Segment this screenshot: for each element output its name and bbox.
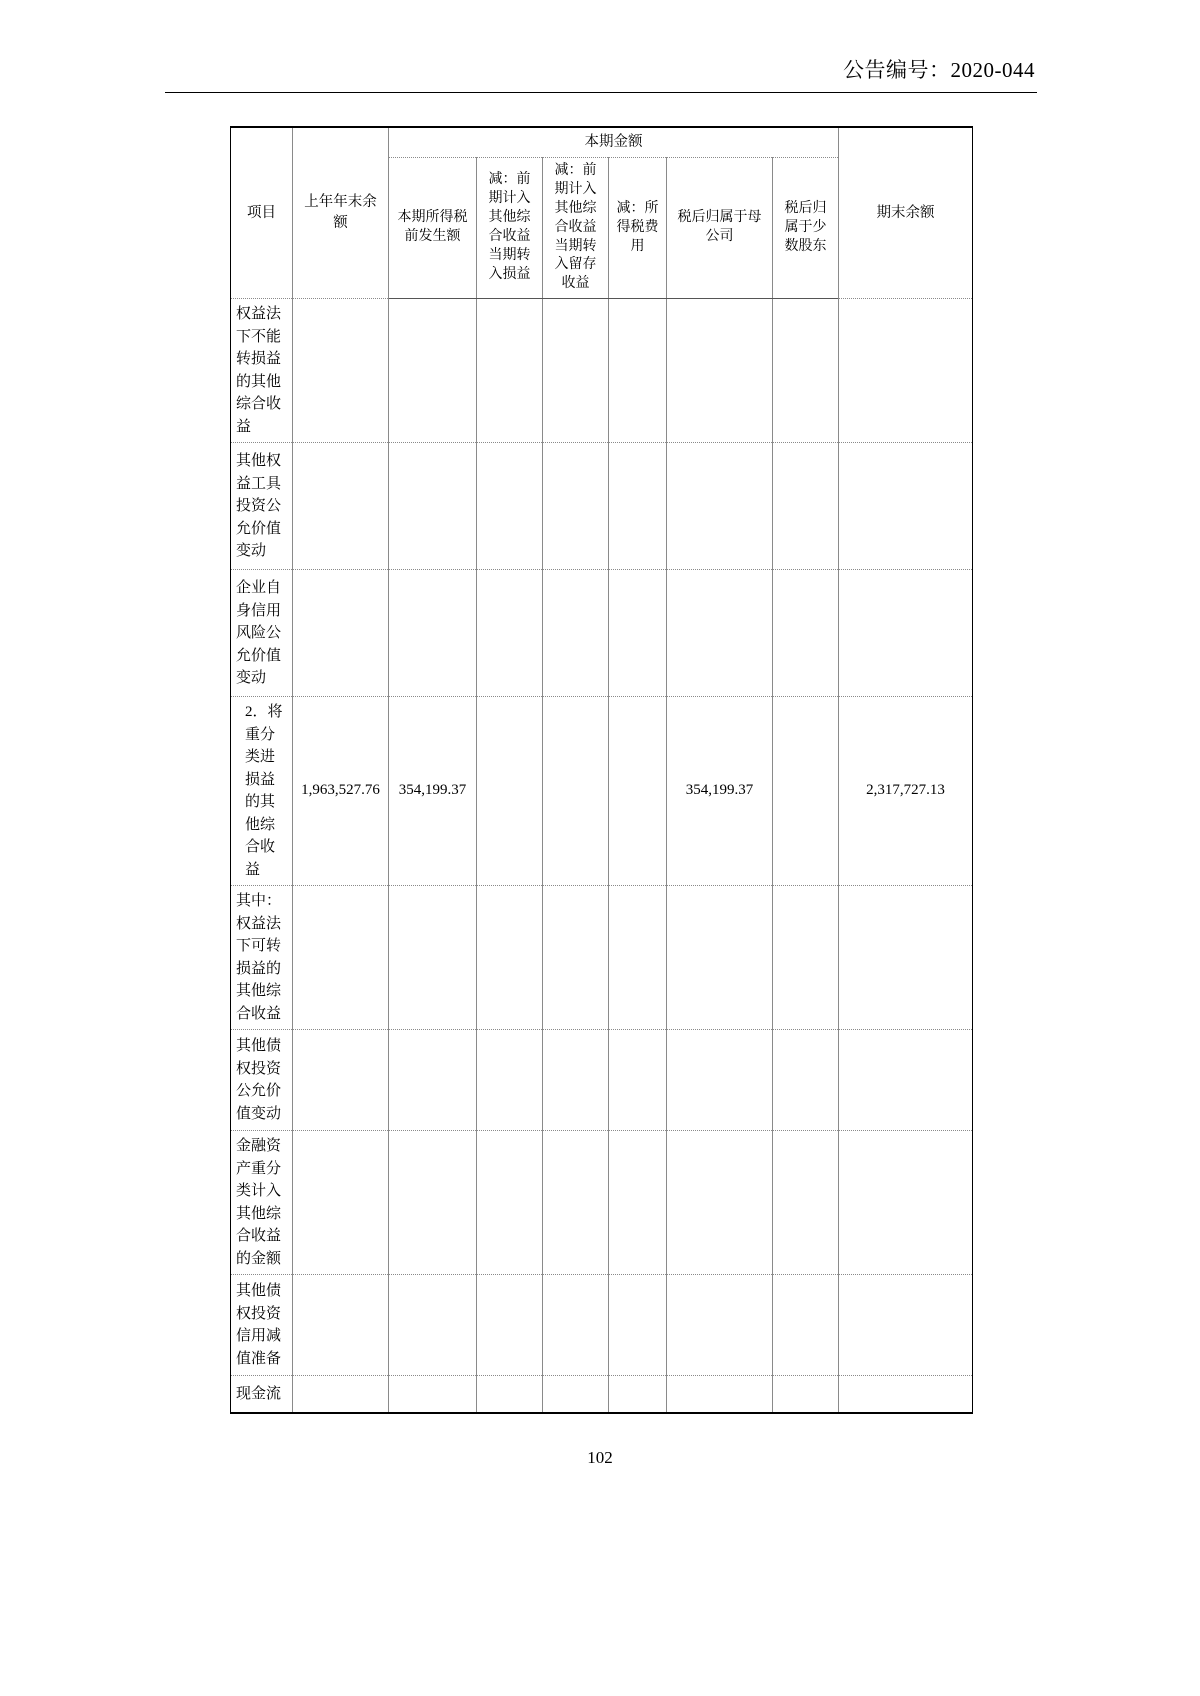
- cell-less-prior-to-retained: [543, 1275, 609, 1376]
- cell-pretax-current: [389, 299, 477, 443]
- table-row: [231, 1131, 973, 1275]
- cell-less-income-tax: [609, 886, 667, 1030]
- column-header-item-label: 项目: [247, 204, 276, 221]
- cell-period-end: [839, 443, 973, 570]
- cell-less-prior-to-pl: [477, 299, 543, 443]
- cell-prev-year-end: [293, 443, 389, 570]
- row-item-label: 金融资产重分类计入其他综合收益的金额: [231, 1131, 293, 1275]
- cell-less-income-tax: [609, 1275, 667, 1376]
- cell-less-prior-to-retained: [543, 299, 609, 443]
- other-comprehensive-income-table: [230, 126, 973, 1414]
- cell-less-income-tax: [609, 1030, 667, 1131]
- cell-less-income-tax: [609, 570, 667, 697]
- cell-after-tax-parent: [667, 1376, 773, 1414]
- cell-period-end: [839, 1376, 973, 1414]
- header-divider: [165, 92, 1037, 93]
- cell-less-prior-to-pl: [477, 886, 543, 1030]
- cell-period-end: [839, 299, 973, 443]
- table-row: [231, 1030, 973, 1131]
- cell-after-tax-parent: [667, 443, 773, 570]
- cell-less-income-tax: [609, 443, 667, 570]
- cell-prev-year-end: [293, 1376, 389, 1414]
- cell-less-prior-to-pl: [477, 1376, 543, 1414]
- cell-less-income-tax: [609, 299, 667, 443]
- column-header-less-income-tax: 减：所得税费用: [609, 158, 667, 299]
- cell-less-prior-to-retained: [543, 443, 609, 570]
- cell-after-tax-minority: [773, 886, 839, 1030]
- cell-less-prior-to-retained: [543, 697, 609, 886]
- cell-less-prior-to-retained: [543, 1131, 609, 1275]
- cell-pretax-current: 354,199.37: [389, 697, 477, 886]
- cell-prev-year-end: [293, 886, 389, 1030]
- cell-pretax-current: [389, 886, 477, 1030]
- column-header-less-prior-to-retained: 减：前期计入其他综合收益当期转入留存收益: [543, 158, 609, 299]
- table-header-row-group: [231, 127, 973, 158]
- cell-after-tax-parent: [667, 1131, 773, 1275]
- cell-after-tax-minority: [773, 443, 839, 570]
- column-header-period-end-label: 期末余额: [876, 204, 935, 221]
- cell-after-tax-minority: [773, 570, 839, 697]
- row-item-label: 权益法下不能转损益的其他综合收益: [231, 299, 293, 443]
- column-header-prev-year-end: [293, 127, 389, 299]
- cell-less-income-tax: [609, 1131, 667, 1275]
- cell-pretax-current: [389, 1131, 477, 1275]
- cell-less-prior-to-pl: [477, 570, 543, 697]
- cell-period-end: [839, 1131, 973, 1275]
- cell-after-tax-minority: [773, 1030, 839, 1131]
- cell-less-prior-to-pl: [477, 1030, 543, 1131]
- table-row: [231, 1275, 973, 1376]
- cell-pretax-current: [389, 443, 477, 570]
- cell-period-end: [839, 1030, 973, 1131]
- cell-pretax-current: [389, 1030, 477, 1131]
- cell-period-end: 2,317,727.13: [839, 697, 973, 886]
- cell-less-income-tax: [609, 1376, 667, 1414]
- cell-after-tax-minority: [773, 1376, 839, 1414]
- cell-less-income-tax: [609, 697, 667, 886]
- cell-period-end: [839, 886, 973, 1030]
- table-row: [231, 886, 973, 1030]
- cell-less-prior-to-retained: [543, 570, 609, 697]
- cell-less-prior-to-retained: [543, 886, 609, 1030]
- row-item-label: 2．将重分类进损益的其他综合收益: [231, 697, 293, 886]
- row-item-label: 其他权益工具投资公允价值变动: [231, 443, 293, 570]
- column-header-after-tax-minority: 税后归属于少数股东: [773, 158, 839, 299]
- table-row: [231, 570, 973, 697]
- row-item-label: 其他债权投资信用减值准备: [231, 1275, 293, 1376]
- column-header-after-tax-parent: 税后归属于母公司: [667, 158, 773, 299]
- cell-after-tax-minority: [773, 1131, 839, 1275]
- cell-pretax-current: [389, 1376, 477, 1414]
- cell-less-prior-to-pl: [477, 1131, 543, 1275]
- table-row: [231, 443, 973, 570]
- cell-after-tax-parent: 354,199.37: [667, 697, 773, 886]
- cell-prev-year-end: [293, 299, 389, 443]
- cell-after-tax-parent: [667, 886, 773, 1030]
- column-header-prev-year-end-label: 上年年末余额: [304, 194, 377, 232]
- table-row: [231, 697, 973, 886]
- column-header-less-prior-to-pl: 减：前期计入其他综合收益当期转入损益: [477, 158, 543, 299]
- cell-prev-year-end: [293, 1030, 389, 1131]
- cell-prev-year-end: 1,963,527.76: [293, 697, 389, 886]
- table-row: [231, 299, 973, 443]
- row-item-label: 其中：权益法下可转损益的其他综合收益: [231, 886, 293, 1030]
- column-header-pretax-current: 本期所得税前发生额: [389, 158, 477, 299]
- cell-after-tax-parent: [667, 570, 773, 697]
- cell-after-tax-parent: [667, 1275, 773, 1376]
- row-item-label: 现金流: [231, 1376, 293, 1414]
- cell-prev-year-end: [293, 570, 389, 697]
- row-item-label: 企业自身信用风险公允价值变动: [231, 570, 293, 697]
- cell-less-prior-to-retained: [543, 1030, 609, 1131]
- row-item-label: 其他债权投资公允价值变动: [231, 1030, 293, 1131]
- cell-after-tax-minority: [773, 1275, 839, 1376]
- cell-pretax-current: [389, 570, 477, 697]
- column-header-item: [231, 127, 293, 299]
- cell-pretax-current: [389, 1275, 477, 1376]
- cell-period-end: [839, 1275, 973, 1376]
- cell-less-prior-to-retained: [543, 1376, 609, 1414]
- cell-after-tax-parent: [667, 299, 773, 443]
- cell-prev-year-end: [293, 1131, 389, 1275]
- cell-period-end: [839, 570, 973, 697]
- financial-table-container: [230, 126, 972, 1414]
- cell-after-tax-minority: [773, 697, 839, 886]
- cell-less-prior-to-pl: [477, 697, 543, 886]
- table-row: [231, 1376, 973, 1414]
- column-header-group-current-period: 本期金额: [389, 127, 839, 158]
- cell-after-tax-parent: [667, 1030, 773, 1131]
- page-number: 102: [587, 1448, 613, 1467]
- cell-less-prior-to-pl: [477, 443, 543, 570]
- cell-prev-year-end: [293, 1275, 389, 1376]
- cell-less-prior-to-pl: [477, 1275, 543, 1376]
- cell-after-tax-minority: [773, 299, 839, 443]
- column-header-period-end: [839, 127, 973, 299]
- page-header-notice: 公告编号：2020-044: [843, 58, 1035, 82]
